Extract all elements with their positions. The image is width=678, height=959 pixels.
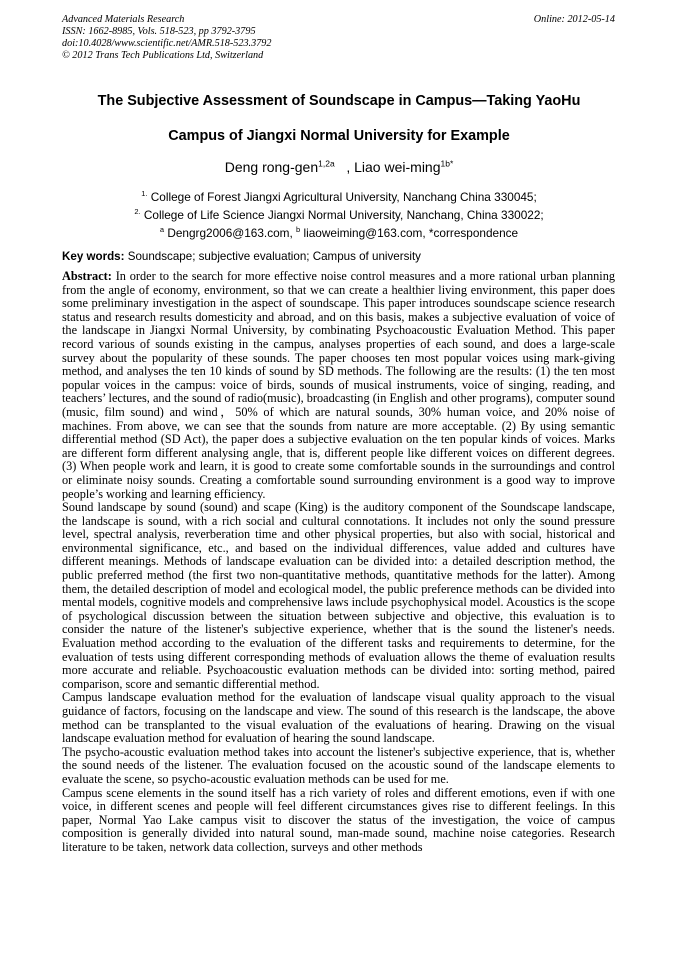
author-line (40, 157, 638, 177)
email-b-mark: b (296, 225, 301, 235)
body-paragraph: Sound landscape by sound (sound) and scape (King) is the auditory component of the Soundscape landscape, the landscape is sound, with a rich social and cultural connotations. It includes not only the sound pressure level, spectral analysis, reverberation time and other physical properties, but also with social, historical and environmental significance, etc., and based on the individual differences, value added and cultures have different meanings. Methods of landscape evaluation can be divided into: a detailed description method, the public preferred method (the first two non-quantitative methods, quantitative methods for the latter). Among them, the detailed description of model and ecological model, the public preference methods can be divided into mental models, cognitive models and comprehensive laws include psychophysical model. Acoustics is the scope of psychological discussion between the situation between subjective and objective, this evaluation is to consider the nature of the listener's subjective experience, whether that is the sound the listener's needs. Evaluation method according to the evaluation of the different tasks and requirements to determine, for the evaluation of tests using different corresponding methods of evaluation allows the theme of evaluation results more accurate and reliable. Psychoacoustic evaluation methods can be divided into: sorting method, paired comparison, score and semantic differential method. (62, 500, 615, 691)
email-line (40, 226, 638, 240)
affiliation-2-mark: 2. (134, 207, 141, 217)
keywords-text: Soundscape; subjective evaluation; Campus of university (127, 250, 421, 263)
author-separator: , (346, 159, 355, 175)
keywords-label: Key words: (62, 250, 125, 263)
affiliation-2 (40, 208, 638, 222)
body-paragraph: The psycho-acoustic evaluation method takes into account the listener's subjective experience, that is, whether the sound needs of the listener. The evaluation focused on the acoustic sound of the landscape elements to evaluate the scene, so psycho-acoustic evaluation methods can be used for me. (62, 744, 615, 786)
email-a-mark: a (159, 225, 165, 235)
copyright-line: © 2012 Trans Tech Publications Ltd, Switzerland (62, 50, 264, 61)
author-1-superscript: 1,2a (318, 158, 335, 169)
body-paragraph: Campus scene elements in the sound itself has a rich variety of roles and different emotions, even if with one voice, in different scenes and people will feel different circumstances gives rise to different feelings. In this paper, Normal Yao Lake campus visit to discover the status of the investigation, the voice of campus composition is generally divided into natural sound, man-made sound, machine noise categories. Research literature to be taken, network data collection, surveys and other methods (62, 785, 615, 854)
paper-title-line-1: The Subjective Assessment of Soundscape in Campus—Taking YaoHu (97, 93, 581, 109)
abstract-label: Abstract: (62, 269, 112, 283)
email-a: Dengrg2006@163.com, (167, 226, 293, 240)
author-1-name: Deng rong-gen (224, 159, 319, 175)
issn-line: ISSN: 1662-8985, Vols. 518-523, pp 3792-3795 (62, 26, 256, 37)
email-b: liaoweiming@163.com, *correspondence (303, 226, 519, 240)
journal-name: Advanced Materials Research (62, 14, 185, 25)
doi-line: doi:10.4028/www.scientific.net/AMR.518-523.3792 (62, 38, 272, 49)
paper-title-line-2: Campus of Jiangxi Normal University for Example (168, 128, 510, 144)
journal-header (62, 14, 615, 62)
author-2-superscript: 1b* (440, 158, 454, 169)
abstract-paragraph (62, 270, 615, 501)
online-date: Online: 2012-05-14 (533, 14, 615, 25)
affiliation-1-mark: 1. (141, 189, 148, 199)
body-text (62, 270, 615, 855)
body-paragraph: Campus landscape evaluation method for the evaluation of landscape visual quality approach to the visual guidance of factors, focusing on the landscape and view. The sound of this research is the landscape, the above method can be transplanted to the visual evaluation of the evaluations of hearing. Drawing on the visual landscape evaluation method for evaluation of hearing the sound landscape. (62, 690, 615, 746)
affiliation-2-text: College of Life Science Jiangxi Normal University, Nanchang, China 330022; (143, 208, 544, 222)
keywords (62, 250, 615, 264)
author-2-name: Liao wei-ming (354, 159, 441, 175)
abstract-text: In order to the search for more effective noise control measures and a more rational urban planning from the angle of economy, environment, so that we can create a healthier living environment, this paper does some preliminary investigation in the aspect of soundscape. This paper introduces soundscape science research status and research results domesticity and abroad, and on this basis, makes a subjective evaluation of voice of the landscape in Jiangxi Normal University, by combinating Psychoacoustic Evaluation Method. This paper record various of sounds existing in the campus, analyses properties of each sound, and does a large-scale survey about the popularity of these sounds. The paper chooses ten most popular voices using mark-giving method, and analyses the ten 10 kinds of sound by SD methods. The following are the results: (1) the ten most popular voices in the campus: voice of birds, sounds of musical instruments, voice of singing, reading, and teachers’ lectures, and the sound of radio(music), broadcasting (in English and other programs), computer sound (music, film sound) and wind，50% of which are natural sounds, 30% human voice, and 20% noise of machines. From above, we can see that the sounds from nature are more acceptable. (2) By using semantic differential method (SD Act), the paper does a subjective evaluation on the ten popular kinds of voices. Marks are different form different analysing angle, that is, different people like different voices on different degrees. (3) When people work and learn, it is good to create some comfortable sounds in the surroundings and control or eliminate noisy sounds. Creating a comfortable sound surrounding environment is a good way to improve people’s working and learning efficiency. (62, 269, 615, 501)
affiliation-1 (40, 190, 638, 204)
affiliation-1-text: College of Forest Jiangxi Agricultural University, Nanchang China 330045; (150, 190, 537, 204)
